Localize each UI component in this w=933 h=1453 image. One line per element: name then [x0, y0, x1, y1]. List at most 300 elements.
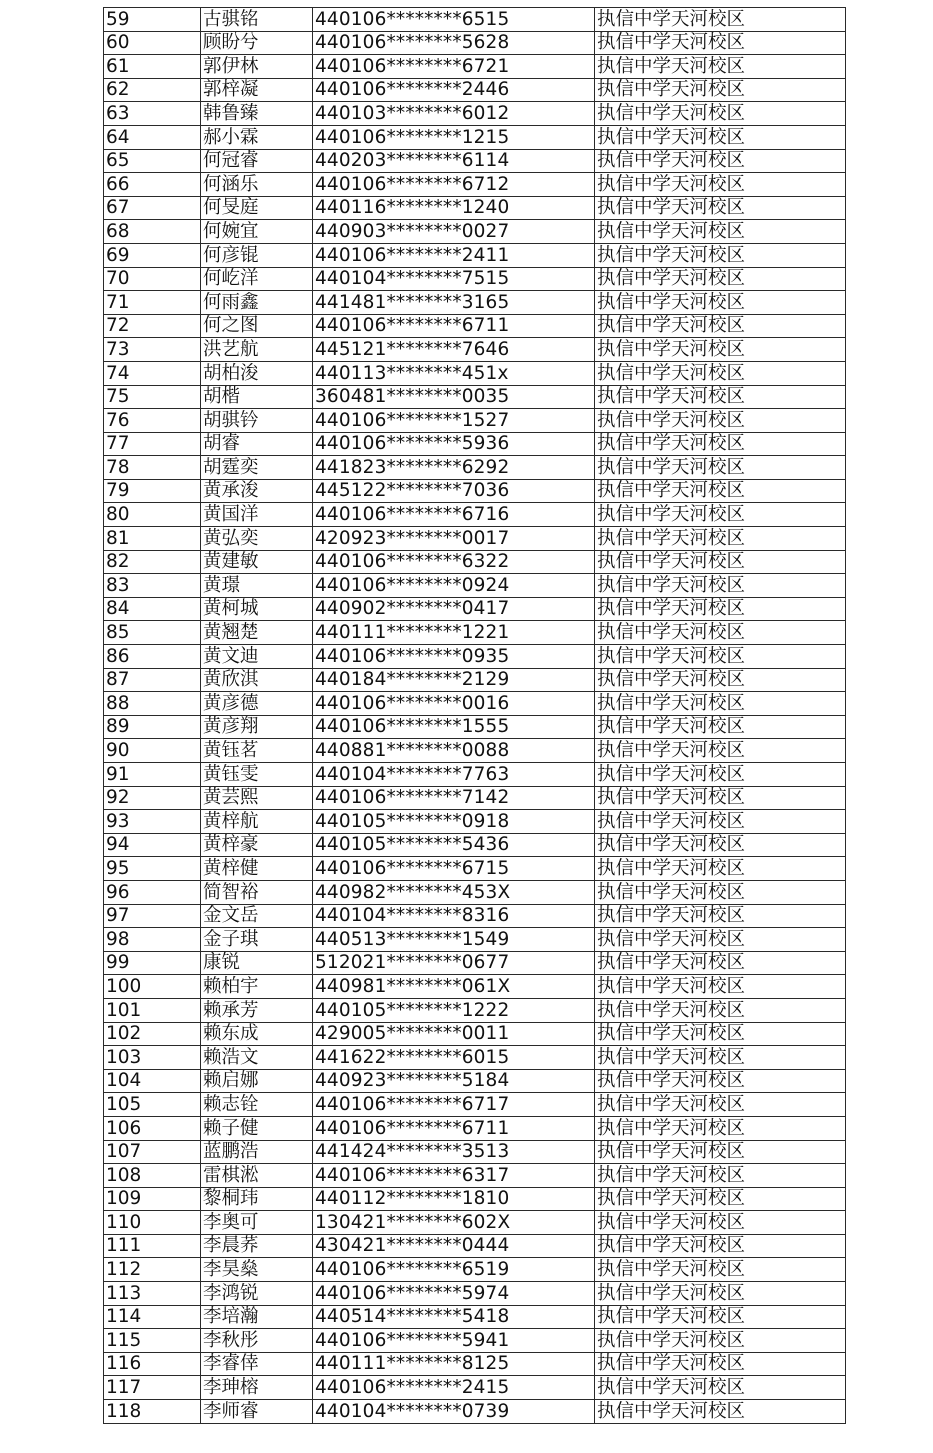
- table-row: [104, 1046, 846, 1070]
- student-name: 简智裕: [201, 880, 313, 904]
- student-name: 李昊燊: [201, 1258, 313, 1282]
- school-name: 执信中学天河校区: [595, 1352, 846, 1376]
- student-name: 李珅榕: [201, 1376, 313, 1400]
- row-number: 101: [104, 998, 201, 1022]
- student-name: 胡睿: [201, 432, 313, 456]
- row-number: 92: [104, 786, 201, 810]
- school-name: 执信中学天河校区: [595, 1305, 846, 1329]
- table-row: [104, 715, 846, 739]
- id-number: 440106********0924: [313, 574, 595, 598]
- student-name: 赖启娜: [201, 1069, 313, 1093]
- table-row: [104, 102, 846, 126]
- table-row: [104, 8, 846, 32]
- id-number: 440881********0088: [313, 739, 595, 763]
- student-name: 黄柯城: [201, 597, 313, 621]
- id-number: 440104********7763: [313, 763, 595, 787]
- student-name: 胡霆奕: [201, 456, 313, 480]
- id-number: 441823********6292: [313, 456, 595, 480]
- student-name: 黄梓航: [201, 810, 313, 834]
- school-name: 执信中学天河校区: [595, 338, 846, 362]
- school-name: 执信中学天河校区: [595, 503, 846, 527]
- table-row: [104, 1282, 846, 1306]
- table-row: [104, 527, 846, 551]
- student-name: 李奥可: [201, 1211, 313, 1235]
- table-row: [104, 1211, 846, 1235]
- row-number: 76: [104, 409, 201, 433]
- id-number: 445122********7036: [313, 479, 595, 503]
- id-number: 440106********6721: [313, 55, 595, 79]
- school-name: 执信中学天河校区: [595, 196, 846, 220]
- student-name: 黄文迪: [201, 645, 313, 669]
- id-number: 441481********3165: [313, 291, 595, 315]
- row-number: 61: [104, 55, 201, 79]
- school-name: 执信中学天河校区: [595, 479, 846, 503]
- school-name: 执信中学天河校区: [595, 810, 846, 834]
- id-number: 440105********0918: [313, 810, 595, 834]
- school-name: 执信中学天河校区: [595, 456, 846, 480]
- student-name: 赖浩文: [201, 1046, 313, 1070]
- school-name: 执信中学天河校区: [595, 857, 846, 881]
- school-name: 执信中学天河校区: [595, 645, 846, 669]
- row-number: 88: [104, 692, 201, 716]
- id-number: 440106********6715: [313, 857, 595, 881]
- student-name: 何涵乐: [201, 173, 313, 197]
- student-name: 黄欣淇: [201, 668, 313, 692]
- id-number: 440106********6717: [313, 1093, 595, 1117]
- school-name: 执信中学天河校区: [595, 951, 846, 975]
- table-row: [104, 243, 846, 267]
- school-name: 执信中学天河校区: [595, 550, 846, 574]
- table-row: [104, 1234, 846, 1258]
- school-name: 执信中学天河校区: [595, 1258, 846, 1282]
- school-name: 执信中学天河校区: [595, 385, 846, 409]
- id-number: 440105********1222: [313, 998, 595, 1022]
- student-name: 胡楷: [201, 385, 313, 409]
- row-number: 90: [104, 739, 201, 763]
- id-number: 441622********6015: [313, 1046, 595, 1070]
- table-row: [104, 196, 846, 220]
- row-number: 104: [104, 1069, 201, 1093]
- student-name: 黄国洋: [201, 503, 313, 527]
- school-name: 执信中学天河校区: [595, 1116, 846, 1140]
- row-number: 108: [104, 1164, 201, 1188]
- row-number: 71: [104, 291, 201, 315]
- id-number: 440106********2415: [313, 1376, 595, 1400]
- table-row: [104, 1258, 846, 1282]
- row-number: 68: [104, 220, 201, 244]
- school-name: 执信中学天河校区: [595, 1400, 846, 1424]
- school-name: 执信中学天河校区: [595, 715, 846, 739]
- table-row: [104, 880, 846, 904]
- school-name: 执信中学天河校区: [595, 291, 846, 315]
- row-number: 109: [104, 1187, 201, 1211]
- row-number: 107: [104, 1140, 201, 1164]
- school-name: 执信中学天河校区: [595, 1069, 846, 1093]
- table-row: [104, 739, 846, 763]
- table-row: [104, 1352, 846, 1376]
- row-number: 102: [104, 1022, 201, 1046]
- school-name: 执信中学天河校区: [595, 8, 846, 32]
- id-number: 360481********0035: [313, 385, 595, 409]
- id-number: 440981********061X: [313, 975, 595, 999]
- row-number: 97: [104, 904, 201, 928]
- table-row: [104, 338, 846, 362]
- student-name: 黄钰雯: [201, 763, 313, 787]
- student-name: 康锐: [201, 951, 313, 975]
- row-number: 93: [104, 810, 201, 834]
- school-name: 执信中学天河校区: [595, 998, 846, 1022]
- school-name: 执信中学天河校区: [595, 1022, 846, 1046]
- id-number: 430421********0444: [313, 1234, 595, 1258]
- table-row: [104, 951, 846, 975]
- row-number: 72: [104, 314, 201, 338]
- student-name: 何冠睿: [201, 149, 313, 173]
- student-name: 古骐铭: [201, 8, 313, 32]
- table-row: [104, 1376, 846, 1400]
- id-number: 440106********0016: [313, 692, 595, 716]
- id-number: 440104********8316: [313, 904, 595, 928]
- row-number: 66: [104, 173, 201, 197]
- student-name: 黄芸熙: [201, 786, 313, 810]
- student-name: 何雨鑫: [201, 291, 313, 315]
- row-number: 112: [104, 1258, 201, 1282]
- id-number: 440982********453X: [313, 880, 595, 904]
- row-number: 78: [104, 456, 201, 480]
- school-name: 执信中学天河校区: [595, 432, 846, 456]
- table-row: [104, 1069, 846, 1093]
- table-row: [104, 1140, 846, 1164]
- student-name: 胡柏浚: [201, 361, 313, 385]
- row-number: 62: [104, 78, 201, 102]
- school-name: 执信中学天河校区: [595, 1211, 846, 1235]
- table-row: [104, 550, 846, 574]
- table-row: [104, 55, 846, 79]
- student-name: 黄弘奕: [201, 527, 313, 551]
- row-number: 82: [104, 550, 201, 574]
- table-row: [104, 267, 846, 291]
- student-name: 郝小霖: [201, 125, 313, 149]
- student-roster-table: [103, 7, 846, 1424]
- school-name: 执信中学天河校区: [595, 786, 846, 810]
- student-name: 黄璟: [201, 574, 313, 598]
- row-number: 94: [104, 833, 201, 857]
- id-number: 445121********7646: [313, 338, 595, 362]
- id-number: 440106********6716: [313, 503, 595, 527]
- student-name: 何彦锟: [201, 243, 313, 267]
- student-name: 黄梓健: [201, 857, 313, 881]
- id-number: 420923********0017: [313, 527, 595, 551]
- table-row: [104, 998, 846, 1022]
- id-number: 440923********5184: [313, 1069, 595, 1093]
- id-number: 440106********1215: [313, 125, 595, 149]
- table-row: [104, 763, 846, 787]
- id-number: 440104********7515: [313, 267, 595, 291]
- student-name: 何婉宜: [201, 220, 313, 244]
- school-name: 执信中学天河校区: [595, 739, 846, 763]
- table-row: [104, 1022, 846, 1046]
- student-name: 李培瀚: [201, 1305, 313, 1329]
- student-name: 金子琪: [201, 928, 313, 952]
- table-row: [104, 291, 846, 315]
- school-name: 执信中学天河校区: [595, 78, 846, 102]
- school-name: 执信中学天河校区: [595, 1093, 846, 1117]
- school-name: 执信中学天河校区: [595, 1046, 846, 1070]
- school-name: 执信中学天河校区: [595, 243, 846, 267]
- school-name: 执信中学天河校区: [595, 763, 846, 787]
- table-row: [104, 1164, 846, 1188]
- student-name: 黄建敏: [201, 550, 313, 574]
- table-row: [104, 432, 846, 456]
- student-name: 何屹洋: [201, 267, 313, 291]
- id-number: 440513********1549: [313, 928, 595, 952]
- school-name: 执信中学天河校区: [595, 597, 846, 621]
- id-number: 440106********6515: [313, 8, 595, 32]
- school-name: 执信中学天河校区: [595, 125, 846, 149]
- id-number: 130421********602X: [313, 1211, 595, 1235]
- table-row: [104, 692, 846, 716]
- school-name: 执信中学天河校区: [595, 527, 846, 551]
- student-name: 赖承芳: [201, 998, 313, 1022]
- row-number: 103: [104, 1046, 201, 1070]
- student-name: 李秋彤: [201, 1329, 313, 1353]
- school-name: 执信中学天河校区: [595, 1282, 846, 1306]
- student-name: 李师睿: [201, 1400, 313, 1424]
- table-row: [104, 1329, 846, 1353]
- id-number: 440106********6712: [313, 173, 595, 197]
- id-number: 440106********2411: [313, 243, 595, 267]
- table-row: [104, 668, 846, 692]
- id-number: 440514********5418: [313, 1305, 595, 1329]
- student-name: 顾盼兮: [201, 31, 313, 55]
- table-row: [104, 975, 846, 999]
- table-row: [104, 1116, 846, 1140]
- id-number: 440103********6012: [313, 102, 595, 126]
- row-number: 69: [104, 243, 201, 267]
- id-number: 440106********1527: [313, 409, 595, 433]
- school-name: 执信中学天河校区: [595, 314, 846, 338]
- row-number: 117: [104, 1376, 201, 1400]
- table-row: [104, 833, 846, 857]
- row-number: 59: [104, 8, 201, 32]
- id-number: 440106********6317: [313, 1164, 595, 1188]
- id-number: 440902********0417: [313, 597, 595, 621]
- student-name: 黄承浚: [201, 479, 313, 503]
- row-number: 106: [104, 1116, 201, 1140]
- id-number: 440203********6114: [313, 149, 595, 173]
- row-number: 95: [104, 857, 201, 881]
- school-name: 执信中学天河校区: [595, 1140, 846, 1164]
- id-number: 440113********451x: [313, 361, 595, 385]
- id-number: 441424********3513: [313, 1140, 595, 1164]
- table-row: [104, 1093, 846, 1117]
- id-number: 440106********6711: [313, 314, 595, 338]
- school-name: 执信中学天河校区: [595, 621, 846, 645]
- roster-body: [104, 8, 846, 1424]
- student-name: 洪艺航: [201, 338, 313, 362]
- id-number: 440106********7142: [313, 786, 595, 810]
- school-name: 执信中学天河校区: [595, 1187, 846, 1211]
- table-row: [104, 173, 846, 197]
- table-row: [104, 857, 846, 881]
- row-number: 99: [104, 951, 201, 975]
- table-row: [104, 1305, 846, 1329]
- row-number: 91: [104, 763, 201, 787]
- row-number: 60: [104, 31, 201, 55]
- school-name: 执信中学天河校区: [595, 220, 846, 244]
- table-row: [104, 479, 846, 503]
- row-number: 74: [104, 361, 201, 385]
- table-row: [104, 928, 846, 952]
- row-number: 84: [104, 597, 201, 621]
- row-number: 85: [104, 621, 201, 645]
- row-number: 115: [104, 1329, 201, 1353]
- row-number: 96: [104, 880, 201, 904]
- id-number: 440106********1555: [313, 715, 595, 739]
- row-number: 65: [104, 149, 201, 173]
- row-number: 114: [104, 1305, 201, 1329]
- table-row: [104, 314, 846, 338]
- row-number: 70: [104, 267, 201, 291]
- table-row: [104, 31, 846, 55]
- row-number: 63: [104, 102, 201, 126]
- table-row: [104, 645, 846, 669]
- row-number: 67: [104, 196, 201, 220]
- id-number: 440106********5936: [313, 432, 595, 456]
- table-row: [104, 456, 846, 480]
- student-name: 黎桐玮: [201, 1187, 313, 1211]
- table-row: [104, 78, 846, 102]
- id-number: 440111********1221: [313, 621, 595, 645]
- student-name: 李鸿锐: [201, 1282, 313, 1306]
- table-row: [104, 1187, 846, 1211]
- school-name: 执信中学天河校区: [595, 31, 846, 55]
- row-number: 80: [104, 503, 201, 527]
- school-name: 执信中学天河校区: [595, 880, 846, 904]
- student-name: 黄彦翔: [201, 715, 313, 739]
- id-number: 440106********0935: [313, 645, 595, 669]
- row-number: 118: [104, 1400, 201, 1424]
- row-number: 111: [104, 1234, 201, 1258]
- school-name: 执信中学天河校区: [595, 1164, 846, 1188]
- table-row: [104, 125, 846, 149]
- id-number: 440116********1240: [313, 196, 595, 220]
- school-name: 执信中学天河校区: [595, 904, 846, 928]
- school-name: 执信中学天河校区: [595, 149, 846, 173]
- id-number: 440106********5628: [313, 31, 595, 55]
- row-number: 77: [104, 432, 201, 456]
- school-name: 执信中学天河校区: [595, 574, 846, 598]
- id-number: 440106********2446: [313, 78, 595, 102]
- id-number: 440106********5974: [313, 1282, 595, 1306]
- table-row: [104, 409, 846, 433]
- table-row: [104, 385, 846, 409]
- table-row: [104, 574, 846, 598]
- table-row: [104, 597, 846, 621]
- school-name: 执信中学天河校区: [595, 833, 846, 857]
- student-name: 李睿倖: [201, 1352, 313, 1376]
- student-name: 郭梓凝: [201, 78, 313, 102]
- row-number: 100: [104, 975, 201, 999]
- school-name: 执信中学天河校区: [595, 1234, 846, 1258]
- table-row: [104, 786, 846, 810]
- row-number: 86: [104, 645, 201, 669]
- school-name: 执信中学天河校区: [595, 1376, 846, 1400]
- row-number: 105: [104, 1093, 201, 1117]
- table-row: [104, 621, 846, 645]
- student-name: 雷棋淞: [201, 1164, 313, 1188]
- school-name: 执信中学天河校区: [595, 173, 846, 197]
- school-name: 执信中学天河校区: [595, 1329, 846, 1353]
- row-number: 75: [104, 385, 201, 409]
- school-name: 执信中学天河校区: [595, 928, 846, 952]
- id-number: 429005********0011: [313, 1022, 595, 1046]
- school-name: 执信中学天河校区: [595, 55, 846, 79]
- student-name: 赖柏宇: [201, 975, 313, 999]
- id-number: 512021********0677: [313, 951, 595, 975]
- student-name: 金文岳: [201, 904, 313, 928]
- school-name: 执信中学天河校区: [595, 409, 846, 433]
- student-name: 黄梓豪: [201, 833, 313, 857]
- table-row: [104, 503, 846, 527]
- id-number: 440105********5436: [313, 833, 595, 857]
- id-number: 440112********1810: [313, 1187, 595, 1211]
- school-name: 执信中学天河校区: [595, 692, 846, 716]
- school-name: 执信中学天河校区: [595, 267, 846, 291]
- student-name: 何之图: [201, 314, 313, 338]
- student-name: 赖志铨: [201, 1093, 313, 1117]
- row-number: 113: [104, 1282, 201, 1306]
- row-number: 98: [104, 928, 201, 952]
- id-number: 440106********5941: [313, 1329, 595, 1353]
- table-row: [104, 1400, 846, 1424]
- row-number: 64: [104, 125, 201, 149]
- table-row: [104, 361, 846, 385]
- row-number: 73: [104, 338, 201, 362]
- table-row: [104, 904, 846, 928]
- student-name: 黄钰茗: [201, 739, 313, 763]
- row-number: 79: [104, 479, 201, 503]
- row-number: 81: [104, 527, 201, 551]
- student-name: 赖子健: [201, 1116, 313, 1140]
- student-name: 胡骐钤: [201, 409, 313, 433]
- table-row: [104, 220, 846, 244]
- table-row: [104, 149, 846, 173]
- student-name: 韩鲁臻: [201, 102, 313, 126]
- id-number: 440104********0739: [313, 1400, 595, 1424]
- student-name: 黄翘楚: [201, 621, 313, 645]
- student-name: 赖东成: [201, 1022, 313, 1046]
- row-number: 89: [104, 715, 201, 739]
- row-number: 110: [104, 1211, 201, 1235]
- id-number: 440111********8125: [313, 1352, 595, 1376]
- row-number: 116: [104, 1352, 201, 1376]
- id-number: 440903********0027: [313, 220, 595, 244]
- id-number: 440106********6519: [313, 1258, 595, 1282]
- school-name: 执信中学天河校区: [595, 975, 846, 999]
- student-name: 郭伊林: [201, 55, 313, 79]
- row-number: 83: [104, 574, 201, 598]
- school-name: 执信中学天河校区: [595, 361, 846, 385]
- student-name: 黄彦德: [201, 692, 313, 716]
- id-number: 440106********6322: [313, 550, 595, 574]
- id-number: 440106********6711: [313, 1116, 595, 1140]
- student-name: 李晨荞: [201, 1234, 313, 1258]
- school-name: 执信中学天河校区: [595, 668, 846, 692]
- row-number: 87: [104, 668, 201, 692]
- id-number: 440184********2129: [313, 668, 595, 692]
- student-name: 蓝鹏浩: [201, 1140, 313, 1164]
- table-row: [104, 810, 846, 834]
